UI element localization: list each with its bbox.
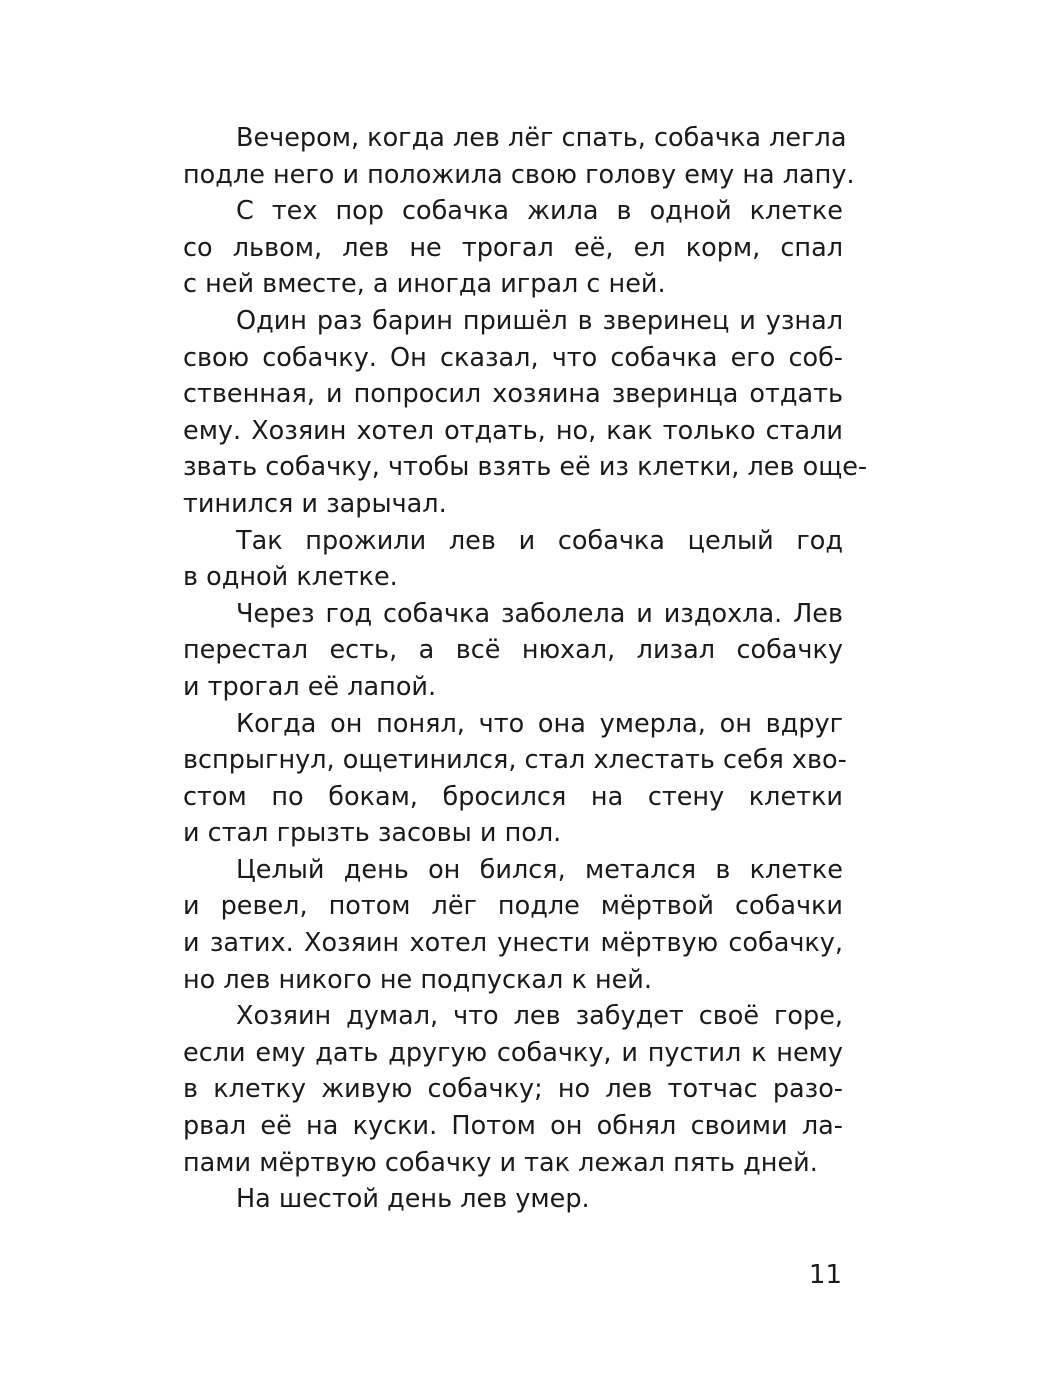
- text-line: в одной клетке.: [183, 562, 398, 593]
- text-line: ственная, и попросил хозяина зверинца отдать: [183, 379, 843, 410]
- text-line: Когда он понял, что она умерла, он вдруг: [236, 708, 843, 739]
- text-line: Вечером, когда лев лёг спать, собачка легла: [236, 123, 847, 153]
- text-line: и затих. Хозяин хотел унести мёртвую собачку,: [183, 928, 843, 959]
- text-line: стом по бокам, бросился на стену клетки: [183, 781, 843, 812]
- text-line: Так прожили лев и собачка целый год: [236, 525, 843, 556]
- text-line: тинился и зарычал.: [183, 488, 447, 519]
- page-number: 11: [808, 1260, 842, 1290]
- text-line: С тех пор собачка жила в одной клетке: [236, 196, 843, 227]
- text-line: вспрыгнул, ощетинился, стал хлестать себя хво-: [183, 745, 847, 776]
- text-line: Через год собачка заболела и издохла. Лев: [236, 598, 843, 629]
- text-line: звать собачку, чтобы взять её из клетки, лев още-: [183, 452, 868, 483]
- text-line: Один раз барин пришёл в зверинец и узнал: [236, 305, 843, 336]
- story-text: [183, 120, 868, 1218]
- text-line: рвал её на куски. Потом он обнял своими ла-: [183, 1111, 843, 1142]
- text-line: Хозяин думал, что лев забудет своё горе,: [236, 1001, 843, 1032]
- text-line: подле него и положила свою голову ему на лапу.: [183, 159, 855, 190]
- text-line: перестал есть, а всё нюхал, лизал собачку: [183, 635, 843, 666]
- text-line: со львом, лев не трогал её, ел корм, спал: [183, 232, 843, 263]
- text-line: с ней вместе, а иногда играл с ней.: [183, 269, 666, 300]
- text-line: пами мёртвую собачку и так лежал пять дней.: [183, 1147, 818, 1178]
- text-line: если ему дать другую собачку, и пустил к нему: [183, 1037, 843, 1068]
- text-line: в клетку живую собачку; но лев тотчас разо-: [183, 1074, 843, 1105]
- text-line: свою собачку. Он сказал, что собачка его соб-: [183, 342, 843, 373]
- text-line: Целый день он бился, метался в клетке: [236, 854, 843, 885]
- text-line: и трогал её лапой.: [183, 671, 437, 702]
- text-line: ему. Хозяин хотел отдать, но, как только стали: [183, 415, 843, 446]
- text-line: но лев никого не подпускал к ней.: [183, 964, 652, 995]
- text-line: и ревел, потом лёг подле мёртвой собачки: [183, 891, 843, 922]
- text-line: На шестой день лев умер.: [236, 1184, 590, 1215]
- text-line: и стал грызть засовы и пол.: [183, 818, 562, 849]
